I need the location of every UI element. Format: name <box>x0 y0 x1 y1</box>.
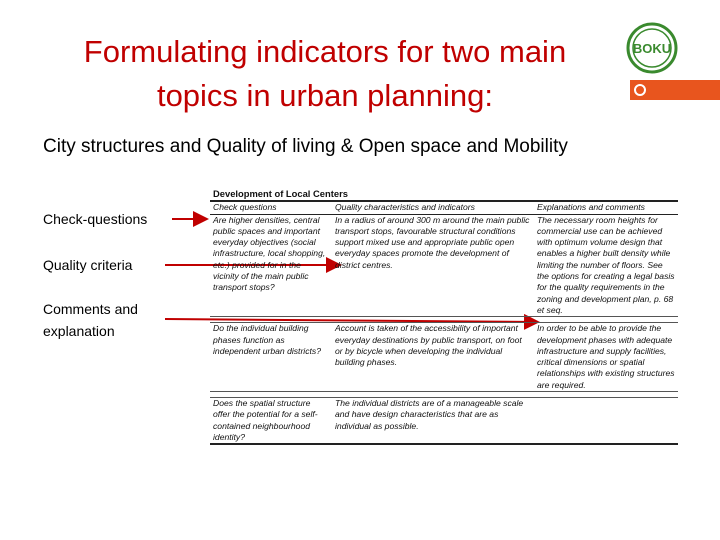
cell-quality: In a radius of around 300 m around the main public transport stops, favourable structural conditions support mixed use and appropriate public open everyday spaces promote the development of district centres. <box>335 214 530 270</box>
cell-quality: Account is taken of the accessibility of important everyday destinations by public transport, on foot or by bicycle when developing the individual building phases. <box>335 323 522 368</box>
slide-subtitle: City structures and Quality of living & Open space and Mobility <box>43 136 568 157</box>
table-row <box>210 322 678 392</box>
ring-icon <box>634 84 646 96</box>
cell-check: Does the spatial structure offer the potential for a self-contained neighbourhood identity? <box>213 398 318 442</box>
slide-title-line2: topics in urban planning: <box>156 78 494 113</box>
table-row <box>210 397 678 445</box>
label-comments-line1: Comments and <box>43 301 138 317</box>
label-check-questions: Check-questions <box>43 211 148 227</box>
boku-logo <box>626 22 678 74</box>
label-comments-line2: explanation <box>43 323 115 339</box>
header-quality: Quality characteristics and indicators <box>335 202 475 213</box>
cell-explanation: The necessary room heights for commercial use can be achieved with optimum volume design that enables a higher built density while limiting the number of floors. See the options for creating a legal basis for the quality requirements in the zoning and development plan, p. 68 et seq. <box>537 214 675 315</box>
label-comments-explanation <box>43 298 138 342</box>
document-table <box>210 188 678 445</box>
logo-text: BOKU <box>632 41 672 56</box>
document-title: Development of Local Centers <box>210 188 678 202</box>
slide-title <box>40 30 610 118</box>
cell-explanation <box>534 398 678 443</box>
label-quality-criteria: Quality criteria <box>43 257 133 273</box>
cell-check: Do the individual building phases function as independent urban districts? <box>213 323 321 356</box>
cell-quality: The individual districts are of a manageable scale and have design characteristics that are as individual as possible. <box>335 398 524 431</box>
logo-orange-bar <box>630 80 720 100</box>
cell-check: Are higher densities, central public spaces and important everyday objectives (social infrastructure, local shopping, etc.) provided for in the vicinity of the main public transport stops? <box>213 214 326 293</box>
cell-explanation: In order to be able to provide the development phases with adequate infrastructure and supply facilities, critical dimensions or spatial relationships with existing structures are required. <box>537 323 675 390</box>
header-explanation: Explanations and comments <box>537 202 645 213</box>
header-check: Check questions <box>213 202 277 213</box>
table-row <box>210 215 678 318</box>
table-header-row <box>210 202 678 214</box>
slide-title-line1: Formulating indicators for two main <box>83 34 567 69</box>
